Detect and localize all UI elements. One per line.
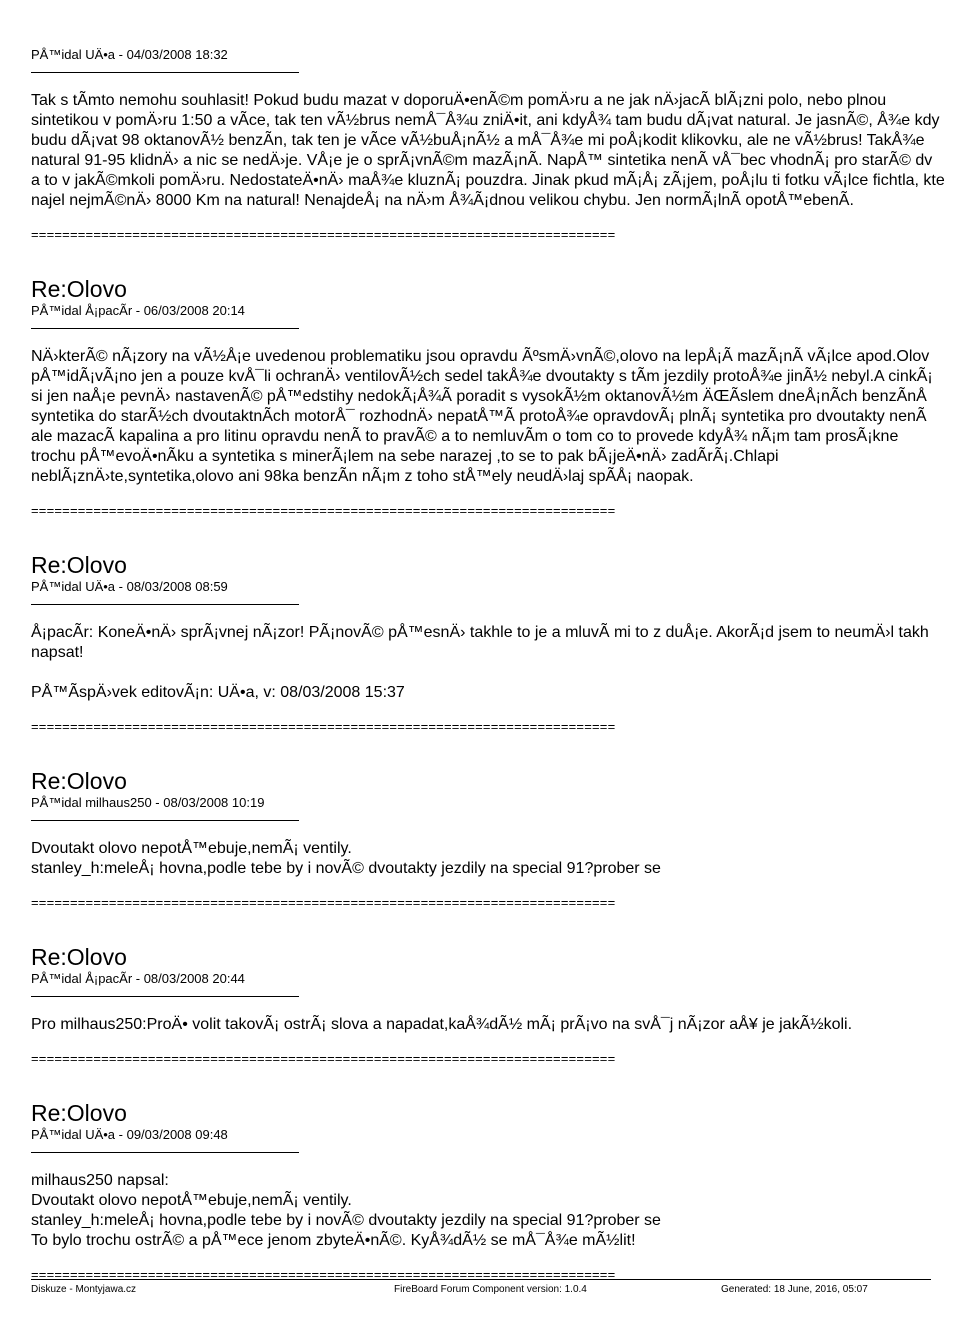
post-body xyxy=(31,1171,960,1251)
meta-divider xyxy=(31,1152,299,1153)
post-text-line: stanley_h:meleÅ¡ hovna,podle tebe by i novÃ© dvoutakty jezdily na special 91?prober se xyxy=(31,860,661,877)
forum-post xyxy=(31,553,960,735)
post-text-line: Pro milhaus250:ProÄ• volit takovÃ¡ ostrÃ¡ slova a napadat,kaÅ¾dÃ½ mÃ¡ prÃ¡vo na svÅ¯j nÃ¡zor aÅ¥ je jakÃ½koli. xyxy=(31,1016,853,1033)
post-text-line: NÄ›kterÃ© nÃ¡zory na vÃ½Å¡e uvedenou problematiku jsou opravdu ÃºsmÄ›vnÃ©,olovo na lepÅ¡Ã mazÃ¡nÃ vÃ¡lce apod.Olov xyxy=(31,348,930,365)
post-text-line: najel nejmÃ©nÄ› 8000 Km na natural! NenajdeÅ¡ na nÄ›m Å¾Ã¡dnou velikou chybu. Jen normÃ¡lnÃ opotÅ™ebenÃ. xyxy=(31,192,854,209)
post-blank-line xyxy=(31,663,960,683)
forum-thread xyxy=(31,46,960,1317)
post-separator: =========================================================================== xyxy=(31,1051,616,1066)
post-title: Re:Olovo xyxy=(31,276,127,302)
post-text-line: Dvoutakt olovo nepotÅ™ebuje,nemÃ¡ ventily. xyxy=(31,840,352,857)
post-body xyxy=(31,839,960,879)
meta-divider xyxy=(31,996,299,997)
post-separator: =========================================================================== xyxy=(31,1267,616,1282)
post-title: Re:Olovo xyxy=(31,944,127,970)
post-author-date: PÅ™idal UÄ•a - 08/03/2008 08:59 xyxy=(31,579,228,594)
forum-post xyxy=(31,277,960,519)
post-text-line: si jen naÅ¡e pevnÄ› nastavenÃ© pÅ™edstihy nedokÃ¡Å¾Ã poradit s vysokÃ½m oktanovÃ½m ÄŒÃslem dneÅ¡nÃch benzÃnÅ xyxy=(31,388,927,405)
post-text-line: Dvoutakt olovo nepotÅ™ebuje,nemÃ¡ ventily. xyxy=(31,1192,352,1209)
post-text-line: Tak s tÃmto nemohu souhlasit! Pokud budu mazat v doporuÄ•enÃ©m pomÄ›ru a ne jak nÄ›jacÃ blÃ¡zni polo, nebo plnou xyxy=(31,92,887,109)
meta-divider xyxy=(31,72,299,73)
post-body xyxy=(31,1015,960,1035)
footer-rule xyxy=(31,1279,931,1280)
post-title: Re:Olovo xyxy=(31,552,127,578)
post-text-line: neblÃ¡znÄ›te,syntetika,olovo ani 98ka benzÃn nÃ¡m z toho stÅ™ely neudÄ›laj spÃÅ¡ naopak. xyxy=(31,468,694,485)
post-body xyxy=(31,347,960,487)
forum-post xyxy=(31,1101,960,1283)
meta-divider xyxy=(31,820,299,821)
post-separator: =========================================================================== xyxy=(31,503,616,518)
post-text-line: sintetikou v pomÄ›ru 1:50 a vÃce, tak ten vÃ½brus nemÅ¯Å¾u zniÄ•it, ani kdyÅ¾ tam budu dÃ¡vat natural. Je jasnÃ©, Å¾e kdy xyxy=(31,112,940,129)
post-text-line: natural 91-95 klidnÄ› a nic se nedÄ›je. VÅ¡e je o sprÃ¡vnÃ©m mazÃ¡nÃ. NapÅ™ sintetika nenÃ vÅ¯bec vhodnÃ¡ pro starÃ© dv xyxy=(31,152,933,169)
post-separator: =========================================================================== xyxy=(31,895,616,910)
post-author-date: PÅ™idal Å¡pacÃr - 08/03/2008 20:44 xyxy=(31,971,245,986)
post-text-line: pÅ™idÃ¡vÃ¡no jen a pouze kvÅ¯li ochranÄ› ventilovÃ½ch sedel takÅ¾e dvoutakty s tÃm jezdily protoÅ¾e jinÃ½ nebyl.A cinkÃ¡ xyxy=(31,368,933,385)
post-text-line: PÅ™ÃspÄ›vek editovÃ¡n: UÄ•a, v: 08/03/2008 15:37 xyxy=(31,684,405,701)
post-author-date: PÅ™idal milhaus250 - 08/03/2008 10:19 xyxy=(31,795,265,810)
post-text-line: milhaus250 napsal: xyxy=(31,1172,169,1189)
post-text-line: trochu pÅ™evoÄ•nÃku a syntetika s minerÃ¡lem na sebe narazej ,to se to pak bÃ¡jeÄ•nÄ› zadÃrÃ¡.Chlapi xyxy=(31,448,779,465)
footer-site-name: Diskuze - Montyjawa.cz xyxy=(31,1284,137,1295)
post-author-date: PÅ™idal UÄ•a - 04/03/2008 18:32 xyxy=(31,47,228,62)
post-text-line: To bylo trochu ostrÃ© a pÅ™ece jenom zbyteÄ•nÃ©. KyÅ¾dÃ½ se mÅ¯Å¾e mÃ½lit! xyxy=(31,1232,636,1249)
footer-component-version: FireBoard Forum Component version: 1.0.4 xyxy=(394,1284,587,1295)
post-text-line: ale mazacÃ kapalina a pro litinu opravdu nenÃ to pravÃ© a to nemluvÃm o tom co to provede kdyÅ¾ nÃ¡m tam prosÃ¡kne xyxy=(31,428,899,445)
post-author-date: PÅ™idal Å¡pacÃr - 06/03/2008 20:14 xyxy=(31,303,245,318)
post-body xyxy=(31,623,960,703)
forum-post xyxy=(31,945,960,1067)
post-body xyxy=(31,91,960,211)
forum-post xyxy=(31,46,960,243)
post-text-line: Å¡pacÃr: KoneÄ•nÄ› sprÃ¡vnej nÃ¡zor! PÃ¡novÃ© pÅ™esnÄ› takhle to je a mluvÃ mi to z duÅ¡e. AkorÃ¡d jsem to neumÄ›l takh xyxy=(31,624,929,641)
post-author-date: PÅ™idal UÄ•a - 09/03/2008 09:48 xyxy=(31,1127,228,1142)
post-title: Re:Olovo xyxy=(31,768,127,794)
meta-divider xyxy=(31,328,299,329)
post-text-line: a to v jakÃ©mkoli pomÄ›ru. NedostateÄ•nÄ› maÅ¾e kluznÃ¡ pouzdra. Jinak pkud mÃ¡Å¡ zÃ¡jem, poÅ¡lu ti fotku vÃ¡lce fichtla, kte xyxy=(31,172,945,189)
post-list xyxy=(31,46,960,1283)
page-footer xyxy=(31,1282,931,1297)
post-text-line: budu dÃ¡vat 98 oktanovÃ½ benzÃn, tak ten je vÃce vÃ½buÅ¡nÃ½ a mÅ¯Å¾e mi poÅ¡kodit klikovku, ale ne vÃ½brus! TakÅ¾e xyxy=(31,132,925,149)
post-text-line: stanley_h:meleÅ¡ hovna,podle tebe by i novÃ© dvoutakty jezdily na special 91?prober se xyxy=(31,1212,661,1229)
post-title: Re:Olovo xyxy=(31,1100,127,1126)
post-text-line: napsat! xyxy=(31,644,84,661)
meta-divider xyxy=(31,604,299,605)
post-separator: =========================================================================== xyxy=(31,227,616,242)
footer-generated-date: Generated: 18 June, 2016, 05:07 xyxy=(721,1284,868,1295)
forum-post xyxy=(31,769,960,911)
post-separator: =========================================================================== xyxy=(31,719,616,734)
post-text-line: syntetika do starÃ½ch dvoutaktnÃch motorÅ¯ rozhodnÄ› nepatÅ™Ã protoÅ¾e opravdovÃ¡ plnÃ¡ syntetika pro dvoutakty nenÃ xyxy=(31,408,927,425)
